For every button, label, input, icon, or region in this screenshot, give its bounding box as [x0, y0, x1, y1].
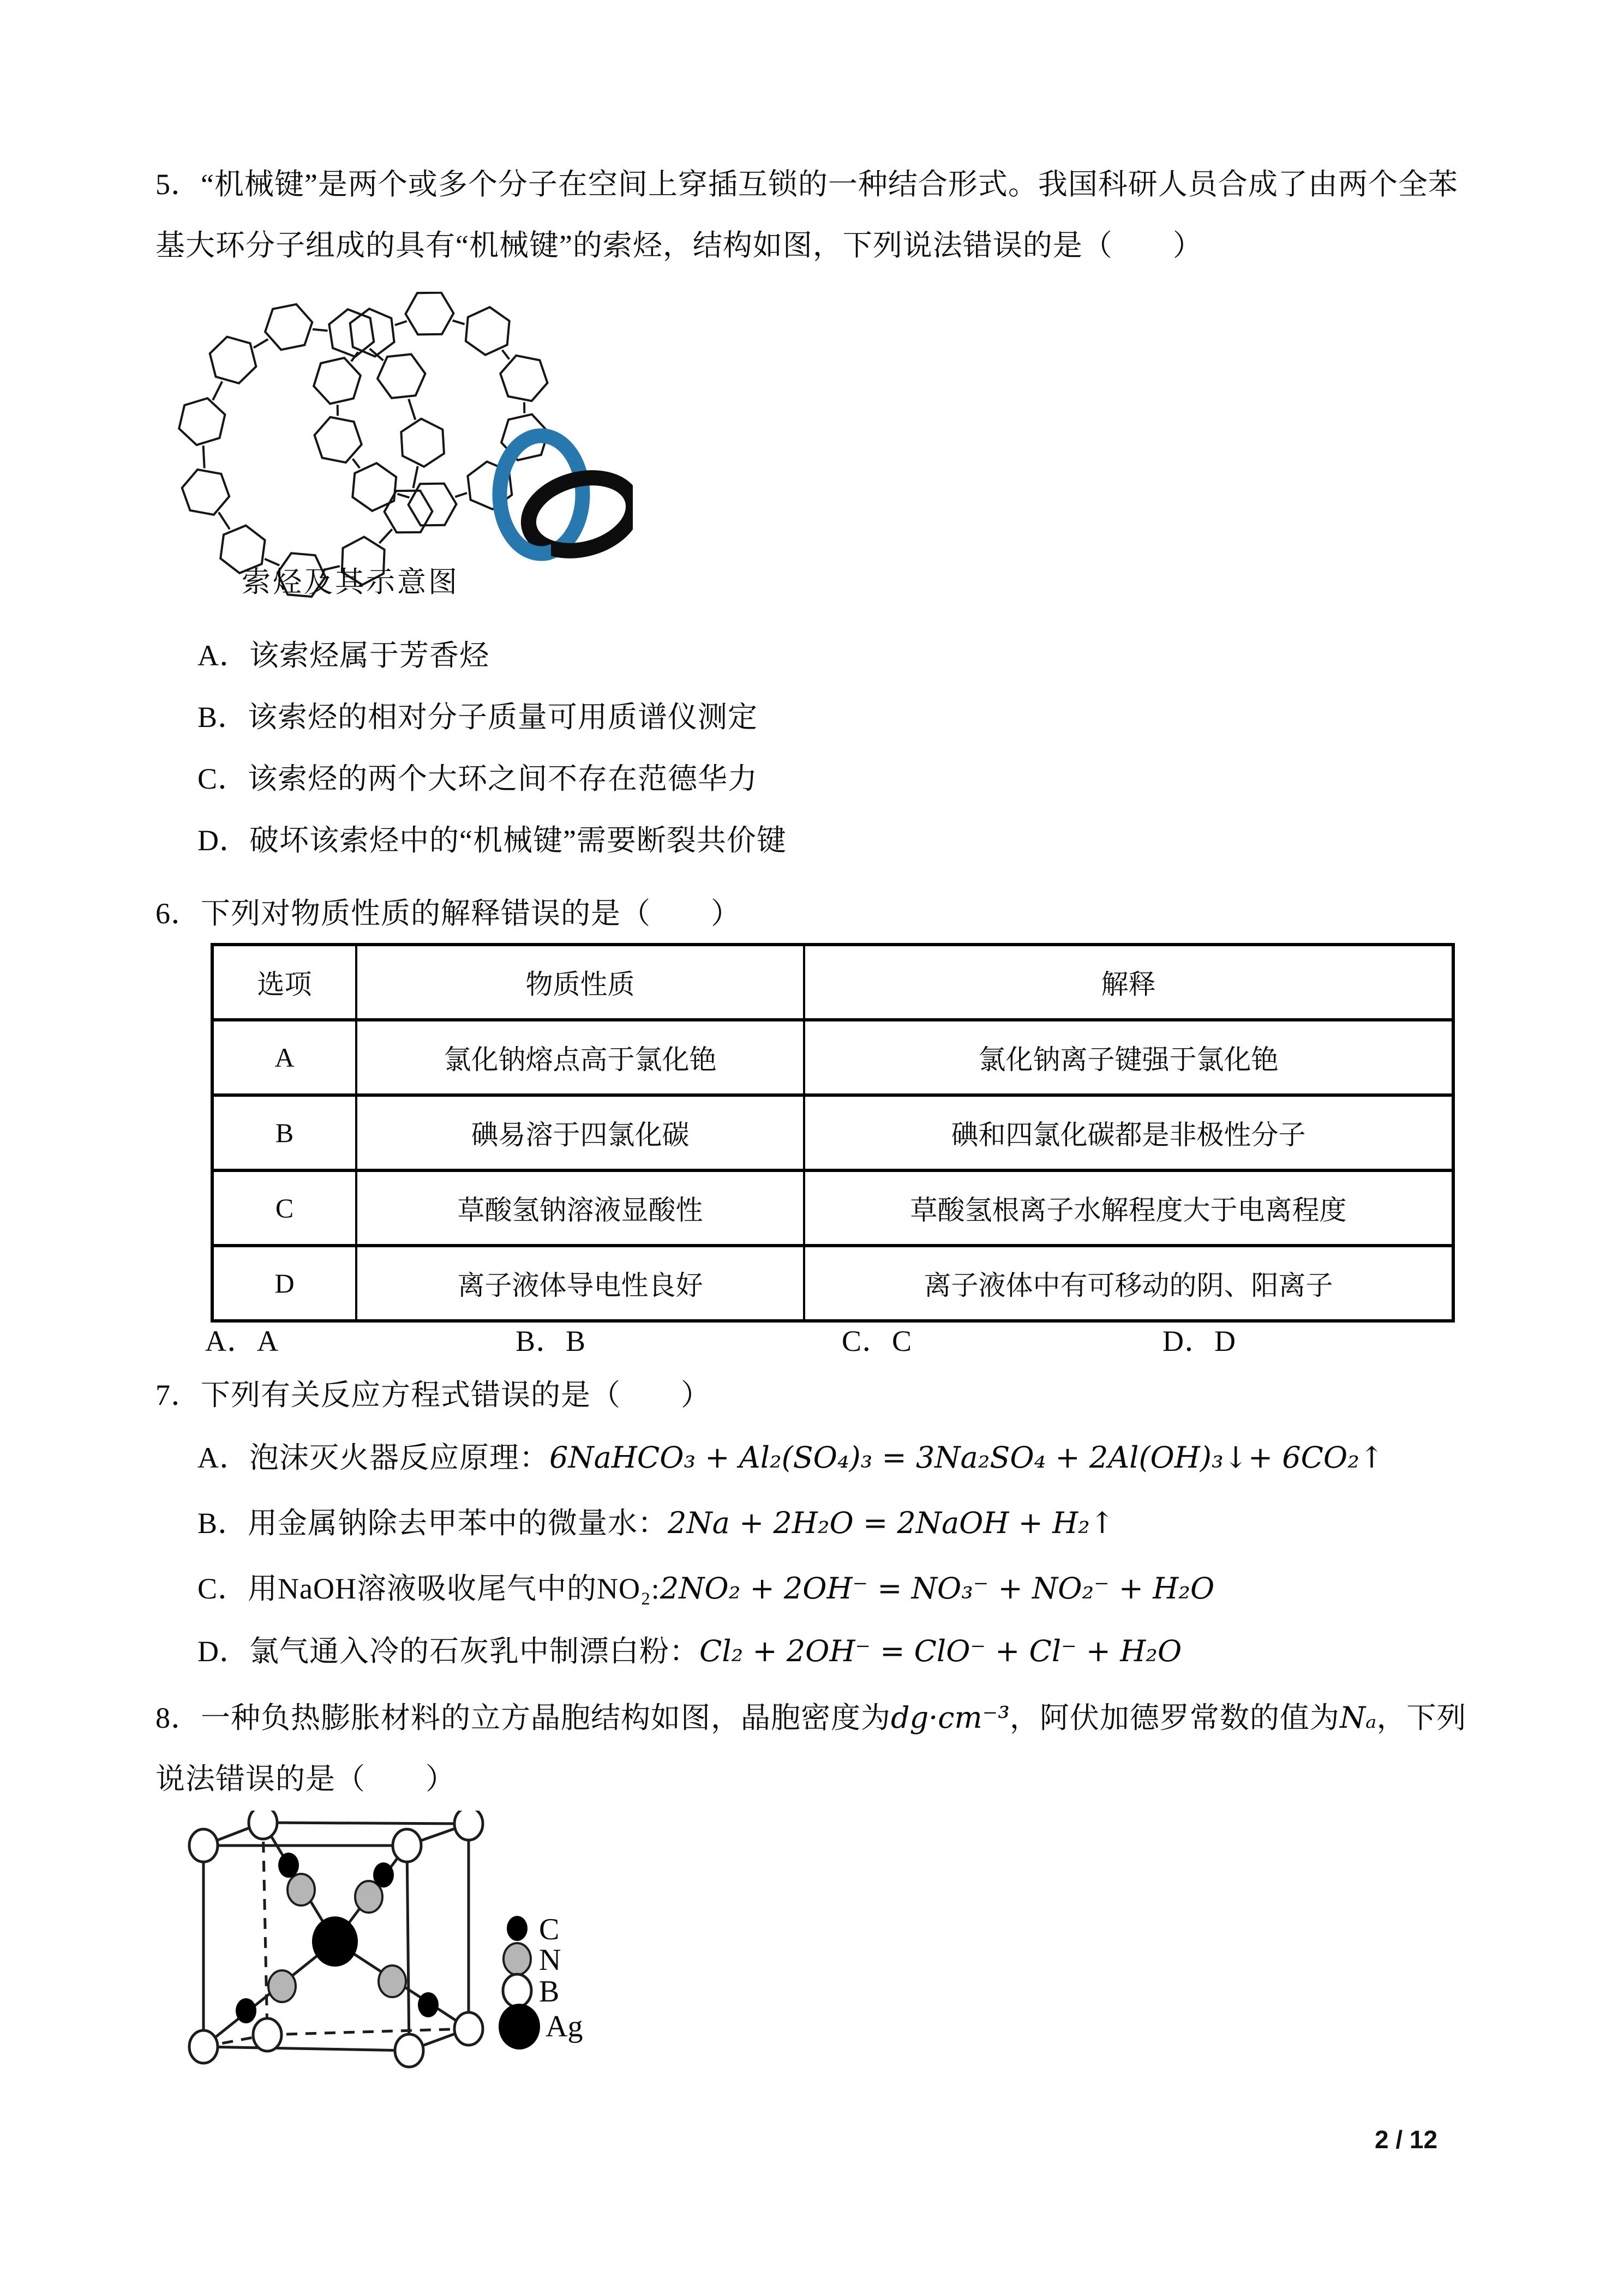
row-d-explanation: 离子液体中有可移动的阴、阳离子 — [804, 1246, 1453, 1321]
q6-stem: 6．下列对物质性质的解释错误的是（ ） — [155, 897, 741, 930]
table-header-option: 选项 — [212, 945, 356, 1020]
q5-option-d: D．破坏该索烃中的“机械键”需要断裂共价键 — [197, 824, 787, 857]
legend-silver-icon — [499, 2004, 540, 2049]
q7-option-d-label: D．氯气通入冷的石灰乳中制漂白粉： — [197, 1635, 699, 1668]
q7-option-c-equation: 2NO₂ + 2OH⁻ = NO₃⁻ + NO₂⁻ + H₂O — [660, 1571, 1215, 1606]
q7-option-c-label: C．用NaOH溶液吸收尾气中的NO₂: — [197, 1572, 660, 1605]
q8-stem-text1: 8．一种负热膨胀材料的立方晶胞结构如图，晶胞密度为 — [155, 1702, 891, 1734]
crystal-cell-drawing — [164, 1811, 611, 2083]
catenane-caption: 索烃及其示意图 — [242, 567, 459, 598]
table-row — [212, 1170, 1453, 1246]
legend-label-ag: Ag — [546, 2010, 583, 2043]
q8-avogadro-symbol: Nₐ — [1339, 1700, 1377, 1735]
table-header-row — [212, 945, 1453, 1020]
catenane-figure — [175, 292, 633, 608]
row-c-option: C — [212, 1170, 356, 1246]
table-row — [212, 1246, 1453, 1321]
q6-option-b: B．B — [516, 1325, 586, 1357]
q6-option-d: D．D — [1162, 1325, 1236, 1357]
q5-option-b: B．该索烃的相对分子质量可用质谱仪测定 — [197, 701, 758, 734]
q5-option-a: A．该索烃属于芳香烃 — [197, 639, 489, 672]
table-row — [212, 1095, 1453, 1170]
row-d-option: D — [212, 1246, 356, 1321]
q7-option-a — [197, 1437, 1384, 1478]
q7-option-b — [197, 1502, 1114, 1544]
row-c-explanation: 草酸氢根离子水解程度大于电离程度 — [804, 1170, 1453, 1246]
crystal-cell-figure — [164, 1811, 611, 2083]
q8-density-formula: dg·cm⁻³ — [891, 1700, 1010, 1735]
q8-stem-text2: ，阿伏加德罗常数的值为 — [1009, 1702, 1340, 1734]
row-b-property: 碘易溶于四氯化碳 — [356, 1095, 804, 1170]
row-b-explanation: 碘和四氯化碳都是非极性分子 — [804, 1095, 1453, 1170]
q7-option-b-equation: 2Na + 2H₂O = 2NaOH + H₂↑ — [668, 1506, 1115, 1540]
catenane-structure-drawing — [175, 292, 633, 608]
q7-stem: 7．下列有关反应方程式错误的是（ ） — [155, 1379, 711, 1411]
row-a-explanation: 氯化钠离子键强于氯化铯 — [804, 1020, 1453, 1095]
q6-table — [211, 943, 1455, 1323]
silver-atom — [312, 1916, 358, 1967]
row-a-property: 氯化钠熔点高于氯化铯 — [356, 1020, 804, 1095]
page-number: 2 / 12 — [1375, 2125, 1438, 2154]
q5-option-c: C．该索烃的两个大环之间不存在范德华力 — [197, 762, 758, 795]
q7-option-b-label: B．用金属钠除去甲苯中的微量水： — [197, 1507, 668, 1540]
legend-label-c: C — [539, 1913, 560, 1946]
row-a-option: A — [212, 1020, 356, 1095]
legend-label-b: B — [539, 1975, 560, 2009]
q5-stem-line2: 基大环分子组成的具有“机械键”的索烃，结构如图，下列说法错误的是（ ） — [155, 229, 1203, 262]
legend-nitrogen-icon — [504, 1943, 531, 1975]
q8-stem-line2: 说法错误的是（ ） — [155, 1763, 456, 1795]
row-d-property: 离子液体导电性良好 — [356, 1246, 804, 1321]
q7-option-c — [197, 1568, 1214, 1609]
q8-stem-text3: ，下列 — [1376, 1702, 1467, 1734]
table-header-property: 物质性质 — [356, 945, 804, 1020]
table-header-explanation: 解释 — [804, 945, 1453, 1020]
row-b-option: B — [212, 1095, 356, 1170]
q7-option-a-equation: 6NaHCO₃ + Al₂(SO₄)₃ = 3Na₂SO₄ + 2Al(OH)₃↓+ 6CO₂↑ — [549, 1440, 1385, 1475]
legend-boron-icon — [503, 1974, 531, 2007]
q6-option-a: A．A — [205, 1325, 279, 1357]
legend-label-n: N — [539, 1943, 561, 1977]
crystal-legend — [499, 1913, 583, 2049]
q8-stem-line1 — [155, 1697, 1466, 1739]
legend-carbon-icon — [507, 1916, 528, 1941]
q7-option-d-equation: Cl₂ + 2OH⁻ = ClO⁻ + Cl⁻ + H₂O — [699, 1634, 1182, 1668]
row-c-property: 草酸氢钠溶液显酸性 — [356, 1170, 804, 1246]
q7-option-a-label: A．泡沫灭火器反应原理： — [197, 1441, 549, 1474]
q5-stem-line1: 5．“机械键”是两个或多个分子在空间上穿插互锁的一种结合形式。我国科研人员合成了由两个全苯 — [155, 168, 1458, 201]
q7-option-d — [197, 1631, 1182, 1672]
table-row — [212, 1020, 1453, 1095]
q6-option-c: C．C — [842, 1325, 913, 1357]
